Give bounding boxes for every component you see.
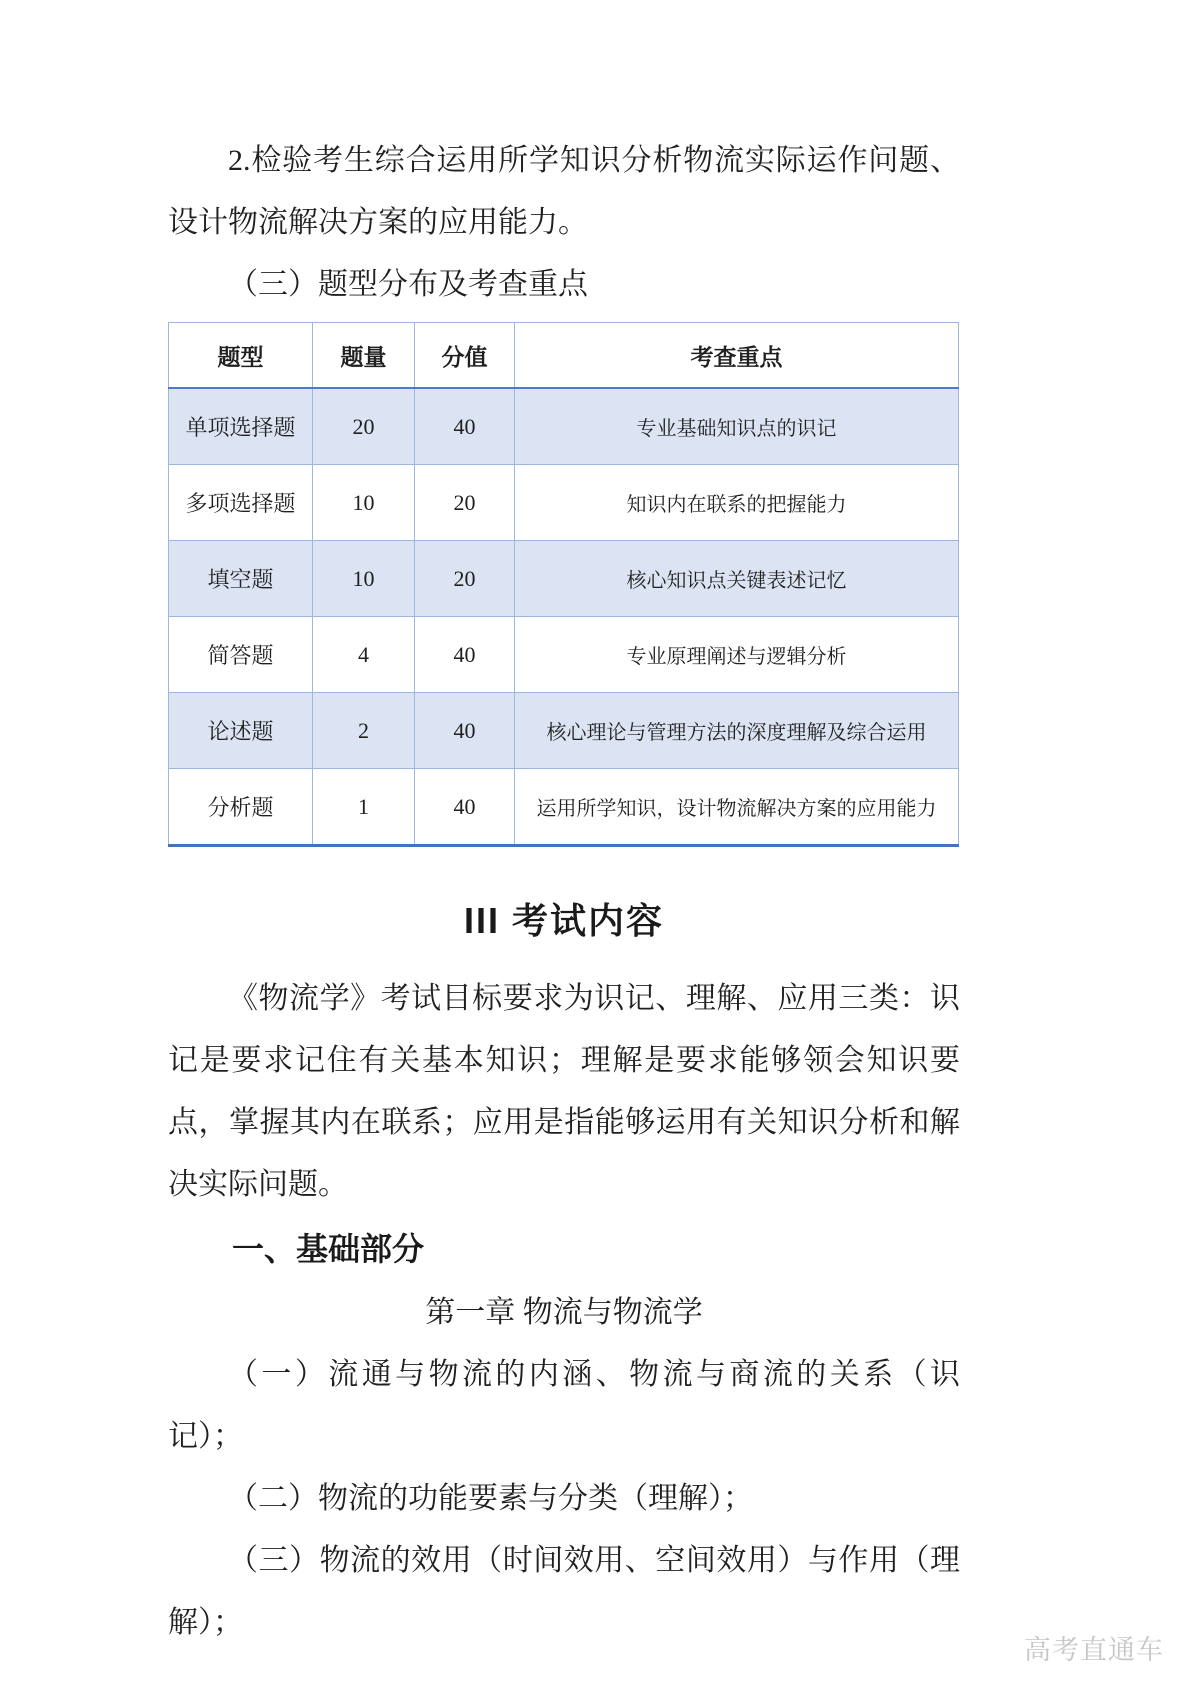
cell-question-type: 简答题 xyxy=(169,617,313,693)
objectives-paragraph: 《物流学》考试目标要求为识记、理解、应用三类：识记是要求记住有关基本知识；理解是要求能够领会知识要点，掌握其内在联系；应用是指能够运用有关知识分析和解决实际问题。 xyxy=(168,982,960,1201)
table-row xyxy=(169,541,959,617)
cell-focus: 核心知识点关键表述记忆 xyxy=(515,541,959,617)
chapter-item: （二）物流的功能要素与分类（理解）； xyxy=(228,1482,753,1515)
cell-count: 10 xyxy=(313,541,415,617)
header-cell-focus: 考查重点 xyxy=(515,323,959,389)
table-row xyxy=(169,769,959,846)
question-type-table xyxy=(168,322,959,847)
cell-question-type: 论述题 xyxy=(169,693,313,769)
cell-count: 4 xyxy=(313,617,415,693)
cell-focus: 知识内在联系的把握能力 xyxy=(515,465,959,541)
cell-count: 1 xyxy=(313,769,415,846)
cell-score: 40 xyxy=(415,769,515,846)
chapter-item: （一）流通与物流的内涵、物流与商流的关系（识记）； xyxy=(168,1358,960,1453)
chapter-heading: 第一章 物流与物流学 xyxy=(425,1296,703,1329)
table-row xyxy=(169,465,959,541)
cell-question-type: 单项选择题 xyxy=(169,388,313,465)
cell-question-type: 多项选择题 xyxy=(169,465,313,541)
subsection-heading: （三）题型分布及考查重点 xyxy=(228,268,588,301)
part-heading: 一、基础部分 xyxy=(232,1231,425,1267)
header-cell-count: 题量 xyxy=(313,323,415,389)
cell-focus: 运用所学知识，设计物流解决方案的应用能力 xyxy=(515,769,959,846)
table-row xyxy=(169,693,959,769)
cell-count: 20 xyxy=(313,388,415,465)
header-cell-score: 分值 xyxy=(415,323,515,389)
cell-score: 20 xyxy=(415,465,515,541)
chapter-item: （三）物流的效用（时间效用、空间效用）与作用（理解）； xyxy=(168,1544,960,1639)
cell-score: 40 xyxy=(415,388,515,465)
cell-score: 40 xyxy=(415,617,515,693)
document-content xyxy=(168,130,960,1654)
cell-score: 40 xyxy=(415,693,515,769)
table-header-row xyxy=(169,323,959,389)
cell-focus: 专业原理阐述与逻辑分析 xyxy=(515,617,959,693)
header-cell-question-type: 题型 xyxy=(169,323,313,389)
cell-count: 10 xyxy=(313,465,415,541)
cell-question-type: 分析题 xyxy=(169,769,313,846)
cell-focus: 专业基础知识点的识记 xyxy=(515,388,959,465)
cell-count: 2 xyxy=(313,693,415,769)
cell-question-type: 填空题 xyxy=(169,541,313,617)
cell-score: 20 xyxy=(415,541,515,617)
watermark: 高考直通车 xyxy=(1024,1635,1164,1665)
table-row xyxy=(169,388,959,465)
intro-paragraph: 2.检验考生综合运用所学知识分析物流实际运作问题、设计物流解决方案的应用能力。 xyxy=(168,144,960,239)
cell-focus: 核心理论与管理方法的深度理解及综合运用 xyxy=(515,693,959,769)
table-row xyxy=(169,617,959,693)
section-heading: III 考试内容 xyxy=(463,900,664,941)
